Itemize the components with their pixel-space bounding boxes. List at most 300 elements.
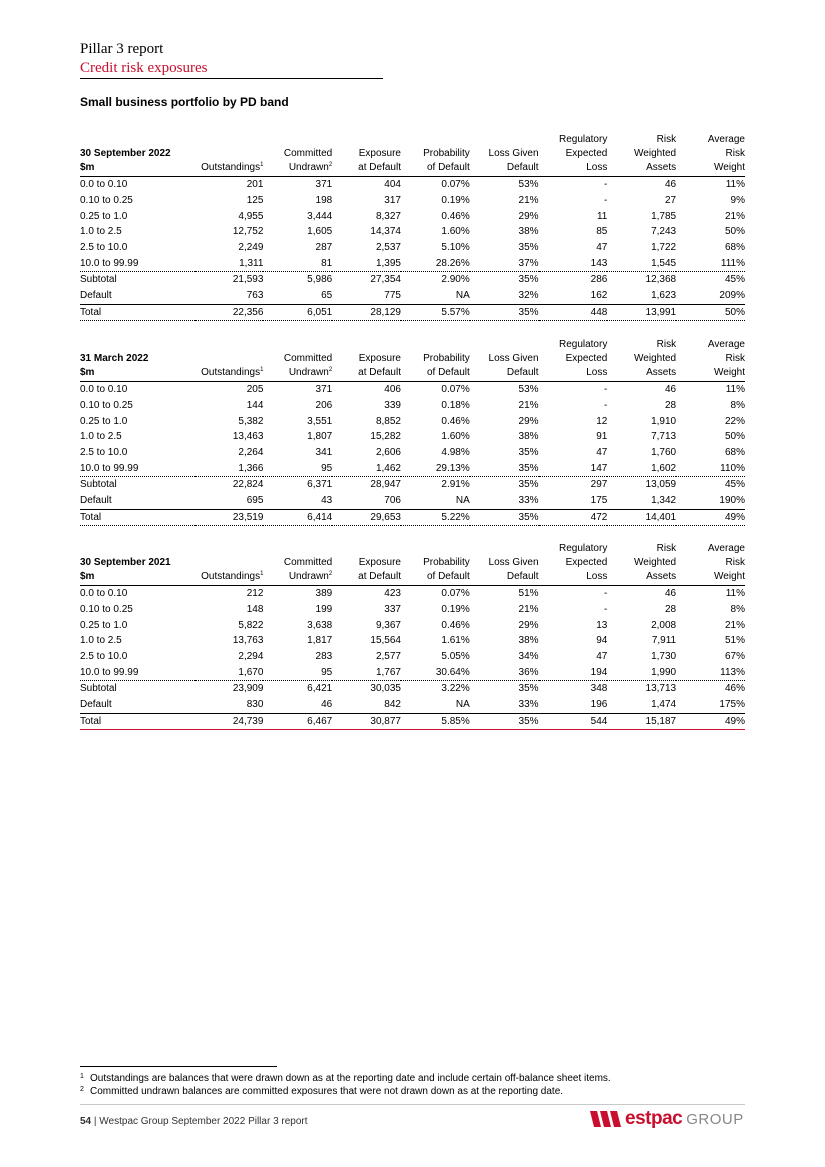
table-cell: 175%	[676, 697, 745, 713]
table-cell: 3,551	[307, 415, 333, 427]
table-cell: -	[603, 384, 608, 396]
table-cell: 53%	[518, 384, 539, 396]
page-number: 54	[80, 1116, 92, 1127]
col-header: Expected	[565, 353, 608, 364]
table-cell: 33%	[470, 493, 539, 509]
table-cell: -	[603, 588, 608, 600]
table-cell: 29,653	[332, 509, 401, 526]
col-header: Loss Given	[488, 148, 539, 159]
table-cell: 30.64%	[401, 664, 470, 680]
table-cell: 8,327	[375, 210, 401, 222]
footer-text: Westpac Group September 2022 Pillar 3 report	[99, 1116, 308, 1127]
table-cell: 1,342	[607, 493, 676, 509]
table-cell: 14,401	[607, 509, 676, 526]
table-cell: 47	[596, 242, 608, 254]
footnote-2: 2 Committed undrawn balances are committed exposures that were not drawn down as at the reporting date.	[80, 1086, 564, 1097]
table-cell: 1.60%	[441, 431, 470, 443]
table-cell: 95	[263, 664, 332, 680]
table-cell: 47	[596, 447, 608, 459]
table-cell: 1.0 to 2.5	[80, 635, 122, 647]
table-cell: 0.25 to 1.0	[80, 619, 128, 631]
table-row	[80, 509, 745, 526]
table-cell: 1,311	[195, 255, 264, 271]
col-header: Risk	[725, 148, 745, 159]
table-cell: 28.26%	[401, 255, 470, 271]
table-row	[80, 272, 745, 288]
table-cell: 317	[384, 195, 401, 207]
table-cell: 0.0 to 0.10	[80, 588, 128, 600]
table-cell: 371	[315, 384, 333, 396]
table-cell: 1,395	[332, 255, 401, 271]
table-cell: 35%	[518, 479, 539, 491]
col-header	[332, 542, 401, 556]
table-cell: 0.25 to 1.0	[80, 210, 128, 222]
col-header	[263, 542, 332, 556]
table-cell: Total	[80, 713, 195, 730]
table-cell: 339	[384, 400, 401, 412]
table-row	[80, 304, 745, 321]
col-header: Regulatory	[558, 543, 608, 554]
footnote-ref: 1	[260, 571, 264, 577]
table-cell: 3,444	[307, 210, 333, 222]
table-cell: 1.0 to 2.5	[80, 226, 122, 238]
col-header	[263, 133, 332, 147]
table-row	[80, 177, 745, 193]
logo-group: GROUP	[686, 1110, 744, 1128]
table-cell: 695	[195, 493, 264, 509]
table-cell: 212	[246, 588, 264, 600]
col-header	[332, 338, 401, 352]
table-cell: 21%	[724, 210, 745, 222]
table-cell: 22,356	[195, 304, 264, 321]
table-cell: 13,463	[232, 431, 264, 443]
table-cell: 23,519	[195, 509, 264, 526]
table-cell: 11%	[725, 588, 745, 600]
col-header: Weight	[676, 161, 745, 177]
table-row	[80, 586, 745, 602]
data-table	[80, 338, 745, 526]
table-cell: 35%	[518, 242, 539, 254]
table-header	[80, 542, 745, 586]
col-header: Regulatory	[558, 339, 608, 350]
table-row	[80, 413, 745, 429]
col-header	[470, 133, 539, 147]
table-cell: 287	[315, 242, 333, 254]
table-cell: 0.0 to 0.10	[80, 179, 128, 191]
table-cell: 50%	[724, 226, 745, 238]
col-header	[195, 542, 264, 556]
table-cell: 423	[384, 588, 401, 600]
col-header: Average	[707, 134, 745, 145]
table-cell: 27	[664, 195, 677, 207]
col-header: Expected	[565, 148, 608, 159]
table-cell: 196	[539, 697, 608, 713]
table-cell: 2,577	[375, 651, 401, 663]
table-cell: Total	[80, 304, 195, 321]
footnote-ref: 1	[260, 367, 264, 373]
table-cell: 1,670	[195, 664, 264, 680]
col-header: Weighted	[634, 557, 677, 568]
table-row	[80, 697, 745, 713]
table-cell: 1,366	[195, 460, 264, 476]
table-cell: 1,910	[651, 415, 677, 427]
footnote-1: 1 Outstandings are balances that were drawn down as at the reporting date and include certain off-balance sheet items.	[80, 1073, 611, 1084]
table-cell: 0.46%	[441, 415, 470, 427]
table-cell: 125	[246, 195, 264, 207]
table-cell: 205	[246, 384, 264, 396]
table-cell: 5,382	[238, 415, 264, 427]
table-cell: 51%	[724, 635, 745, 647]
table-cell: Subtotal	[80, 479, 117, 491]
col-header: of Default	[401, 366, 470, 382]
data-table	[80, 542, 745, 730]
table-cell: 29%	[518, 210, 539, 222]
pd-table-2	[80, 542, 745, 730]
table-cell: 110%	[676, 460, 745, 476]
table-cell: 7,911	[651, 635, 677, 647]
table-cell: 1,602	[607, 460, 676, 476]
col-header: Regulatory	[558, 134, 608, 145]
table-cell: 775	[332, 288, 401, 304]
table-cell: 15,564	[370, 635, 401, 647]
table-cell: 38%	[518, 226, 539, 238]
col-header	[401, 542, 470, 556]
table-cell: 8%	[730, 400, 745, 412]
table-cell: 11%	[725, 179, 745, 191]
table-cell: 6,371	[307, 479, 333, 491]
col-header	[263, 338, 332, 352]
table-cell: 7,713	[651, 431, 677, 443]
table-cell: 830	[195, 697, 264, 713]
table-cell: NA	[401, 493, 470, 509]
table-cell: 283	[315, 651, 333, 663]
col-header	[332, 133, 401, 147]
col-header: Average	[707, 339, 745, 350]
section-title: Small business portfolio by PD band	[80, 95, 289, 109]
table-cell: 341	[315, 447, 333, 459]
col-header: Weighted	[634, 353, 677, 364]
westpac-logo	[590, 1108, 744, 1130]
table-cell: 1,462	[332, 460, 401, 476]
table-cell: 21%	[724, 619, 745, 631]
table-row	[80, 681, 745, 697]
table-cell: 0.10 to 0.25	[80, 400, 133, 412]
col-header	[470, 542, 539, 556]
table-cell: 35%	[470, 713, 539, 730]
table-cell: 28	[664, 400, 677, 412]
table-cell: 6,467	[263, 713, 332, 730]
pd-table-0	[80, 133, 745, 321]
col-header	[401, 338, 470, 352]
table-cell: 29%	[518, 415, 539, 427]
col-header: Outstandings$^1$	[195, 366, 264, 382]
table-cell: 0.46%	[441, 210, 470, 222]
table-cell: -	[603, 179, 608, 191]
table-cell: 1,722	[651, 242, 677, 254]
table-cell: 2.5 to 10.0	[80, 242, 128, 254]
table-cell: 389	[315, 588, 333, 600]
table-cell: 37%	[470, 255, 539, 271]
table-cell: 5.22%	[401, 509, 470, 526]
table-cell: 147	[539, 460, 608, 476]
table-cell: Default	[80, 493, 195, 509]
col-header: of Default	[401, 570, 470, 586]
table-cell: 12,752	[232, 226, 264, 238]
table-cell: 35%	[470, 460, 539, 476]
col-header: Undrawn$^2$	[263, 570, 332, 586]
table-cell: Default	[80, 288, 195, 304]
table-row	[80, 477, 745, 493]
table-cell: 8%	[730, 604, 745, 616]
table-cell: 45%	[724, 274, 745, 286]
period-label: 31 March 2022	[80, 353, 149, 364]
table-cell: 28	[664, 604, 677, 616]
table-cell: 6,414	[263, 509, 332, 526]
report-header	[80, 40, 383, 79]
table-cell: 29.13%	[401, 460, 470, 476]
table-cell: 371	[315, 179, 333, 191]
table-row	[80, 602, 745, 618]
table-cell: 10.0 to 99.99	[80, 255, 195, 271]
col-header: Assets	[607, 570, 676, 586]
table-cell: 11%	[725, 384, 745, 396]
col-header: Loss Given	[488, 353, 539, 364]
table-cell: 706	[332, 493, 401, 509]
table-cell: Total	[80, 509, 195, 526]
table-header	[80, 338, 745, 382]
table-cell: -	[603, 195, 608, 207]
table-cell: 30,877	[332, 713, 401, 730]
unit-label: $m	[80, 366, 195, 382]
col-header: Loss	[539, 570, 608, 586]
table-cell: 1,623	[607, 288, 676, 304]
col-header: Risk	[725, 353, 745, 364]
table-row	[80, 460, 745, 476]
table-cell: 1.60%	[441, 226, 470, 238]
table-cell: 13,763	[232, 635, 264, 647]
table-cell: 27,354	[370, 274, 401, 286]
table-cell: 36%	[470, 664, 539, 680]
table-row	[80, 664, 745, 680]
col-header	[401, 133, 470, 147]
table-cell: 0.07%	[441, 588, 470, 600]
table-row	[80, 429, 745, 445]
table-row	[80, 633, 745, 649]
col-header: Loss Given	[488, 557, 539, 568]
table-cell: 5,986	[307, 274, 333, 286]
table-cell: 7,243	[651, 226, 677, 238]
table-row	[80, 398, 745, 414]
table-cell: 51%	[518, 588, 539, 600]
table-cell: Default	[80, 697, 195, 713]
table-row	[80, 617, 745, 633]
table-cell: 32%	[470, 288, 539, 304]
col-header: Expected	[565, 557, 608, 568]
table-cell: -	[603, 604, 608, 616]
table-cell: 198	[315, 195, 333, 207]
table-cell: 4,955	[238, 210, 264, 222]
period-label: 30 September 2021	[80, 557, 171, 568]
col-header: Probability	[423, 557, 470, 568]
table-cell: 38%	[518, 635, 539, 647]
report-subtitle: Credit risk exposures	[80, 60, 208, 76]
table-cell: 29%	[518, 619, 539, 631]
col-header: Default	[470, 161, 539, 177]
table-cell: 2.90%	[441, 274, 470, 286]
col-header: Loss	[539, 366, 608, 382]
table-cell: 15,282	[370, 431, 401, 443]
table-cell: Subtotal	[80, 683, 117, 695]
col-header: Committed	[283, 557, 333, 568]
table-cell: 49%	[676, 713, 745, 730]
footer-rule	[80, 1104, 745, 1105]
table-cell: 24,739	[195, 713, 264, 730]
table-cell: 842	[332, 697, 401, 713]
table-cell: 201	[246, 179, 264, 191]
table-cell: 2,294	[238, 651, 264, 663]
col-header: Outstandings$^1$	[195, 161, 264, 177]
table-cell: 448	[539, 304, 608, 321]
table-cell: 49%	[676, 509, 745, 526]
table-cell: 28,129	[332, 304, 401, 321]
table-cell: 0.10 to 0.25	[80, 604, 133, 616]
table-cell: 85	[596, 226, 608, 238]
table-cell: 5.05%	[441, 651, 470, 663]
table-cell: 12,368	[645, 274, 677, 286]
table-cell: 95	[263, 460, 332, 476]
table-cell: 5.10%	[441, 242, 470, 254]
table-cell: 23,909	[232, 683, 264, 695]
table-cell: 148	[246, 604, 264, 616]
table-cell: 209%	[676, 288, 745, 304]
table-row	[80, 445, 745, 461]
table-cell: -	[603, 400, 608, 412]
table-cell: 0.25 to 1.0	[80, 415, 128, 427]
col-header: Risk	[725, 557, 745, 568]
col-header: Default	[470, 366, 539, 382]
footnote-ref: 2	[328, 367, 333, 373]
col-header: at Default	[332, 570, 401, 586]
table-cell: 9,367	[375, 619, 401, 631]
table-cell: 13,059	[645, 479, 677, 491]
table-cell: 35%	[518, 683, 539, 695]
col-header: Average	[707, 543, 745, 554]
logo-brand: estpac	[625, 1108, 683, 1129]
table-cell: 10.0 to 99.99	[80, 460, 195, 476]
table-cell: 10.0 to 99.99	[80, 664, 195, 680]
col-header: Assets	[607, 161, 676, 177]
table-row	[80, 382, 745, 398]
footnote-ref: 2	[328, 571, 333, 577]
table-cell: 15,187	[607, 713, 676, 730]
table-cell: 9%	[730, 195, 745, 207]
table-cell: 2,537	[375, 242, 401, 254]
table-cell: 0.46%	[441, 619, 470, 631]
table-cell: 2.91%	[441, 479, 470, 491]
col-header	[470, 338, 539, 352]
col-header: Committed	[283, 148, 333, 159]
table-cell: 194	[539, 664, 608, 680]
table-cell: 1,545	[607, 255, 676, 271]
table-cell: 111%	[676, 255, 745, 271]
table-cell: 0.19%	[441, 195, 470, 207]
table-cell: 67%	[724, 651, 745, 663]
table-cell: 5,822	[238, 619, 264, 631]
data-table	[80, 133, 745, 321]
table-cell: 46	[664, 384, 677, 396]
col-header: Undrawn$^2$	[263, 366, 332, 382]
table-cell: 65	[263, 288, 332, 304]
table-cell: 46	[263, 697, 332, 713]
table-cell: 30,035	[370, 683, 401, 695]
footnote-rule	[80, 1066, 277, 1067]
period-label: 30 September 2022	[80, 148, 171, 159]
table-cell: 1,807	[307, 431, 333, 443]
table-cell: 28,947	[370, 479, 401, 491]
table-cell: 1,760	[651, 447, 677, 459]
table-cell: NA	[401, 288, 470, 304]
col-header: at Default	[332, 161, 401, 177]
page-footer: 54 | Westpac Group September 2022 Pillar 3 report	[80, 1116, 308, 1127]
table-cell: 1.0 to 2.5	[80, 431, 122, 443]
table-cell: 5.57%	[401, 304, 470, 321]
table-header	[80, 133, 745, 177]
westpac-w-icon	[590, 1109, 624, 1129]
table-cell: 21%	[518, 195, 539, 207]
table-cell: 1,730	[651, 651, 677, 663]
table-cell: 1,817	[307, 635, 333, 647]
col-header	[195, 133, 264, 147]
table-cell: 2,606	[375, 447, 401, 459]
table-cell: 0.07%	[441, 384, 470, 396]
table-cell: 297	[590, 479, 608, 491]
header-rule	[80, 78, 383, 79]
table-cell: 35%	[518, 274, 539, 286]
table-cell: 34%	[518, 651, 539, 663]
col-header: Committed	[283, 353, 333, 364]
table-cell: 1,785	[651, 210, 677, 222]
table-row	[80, 493, 745, 509]
table-cell: 175	[539, 493, 608, 509]
table-cell: NA	[401, 697, 470, 713]
table-cell: 544	[539, 713, 608, 730]
table-cell: 46	[664, 179, 677, 191]
table-cell: 68%	[724, 447, 745, 459]
col-header: Exposure	[358, 557, 401, 568]
col-header: Risk	[656, 339, 677, 350]
table-cell: 1,605	[307, 226, 333, 238]
table-row	[80, 713, 745, 730]
table-cell: 1,474	[607, 697, 676, 713]
table-cell: 113%	[676, 664, 745, 680]
table-cell: 47	[596, 651, 608, 663]
table-cell: 162	[539, 288, 608, 304]
table-row	[80, 224, 745, 240]
table-cell: 53%	[518, 179, 539, 191]
table-cell: 8,852	[375, 415, 401, 427]
table-cell: 2,008	[651, 619, 677, 631]
table-cell: 348	[590, 683, 608, 695]
col-header: Default	[470, 570, 539, 586]
col-header: Assets	[607, 366, 676, 382]
col-header	[195, 556, 264, 570]
table-row	[80, 193, 745, 209]
table-cell: 13,713	[645, 683, 677, 695]
table-cell: 1,990	[607, 664, 676, 680]
table-cell: 2.5 to 10.0	[80, 651, 128, 663]
footnote-ref: 1	[260, 162, 264, 168]
col-header: Probability	[423, 148, 470, 159]
